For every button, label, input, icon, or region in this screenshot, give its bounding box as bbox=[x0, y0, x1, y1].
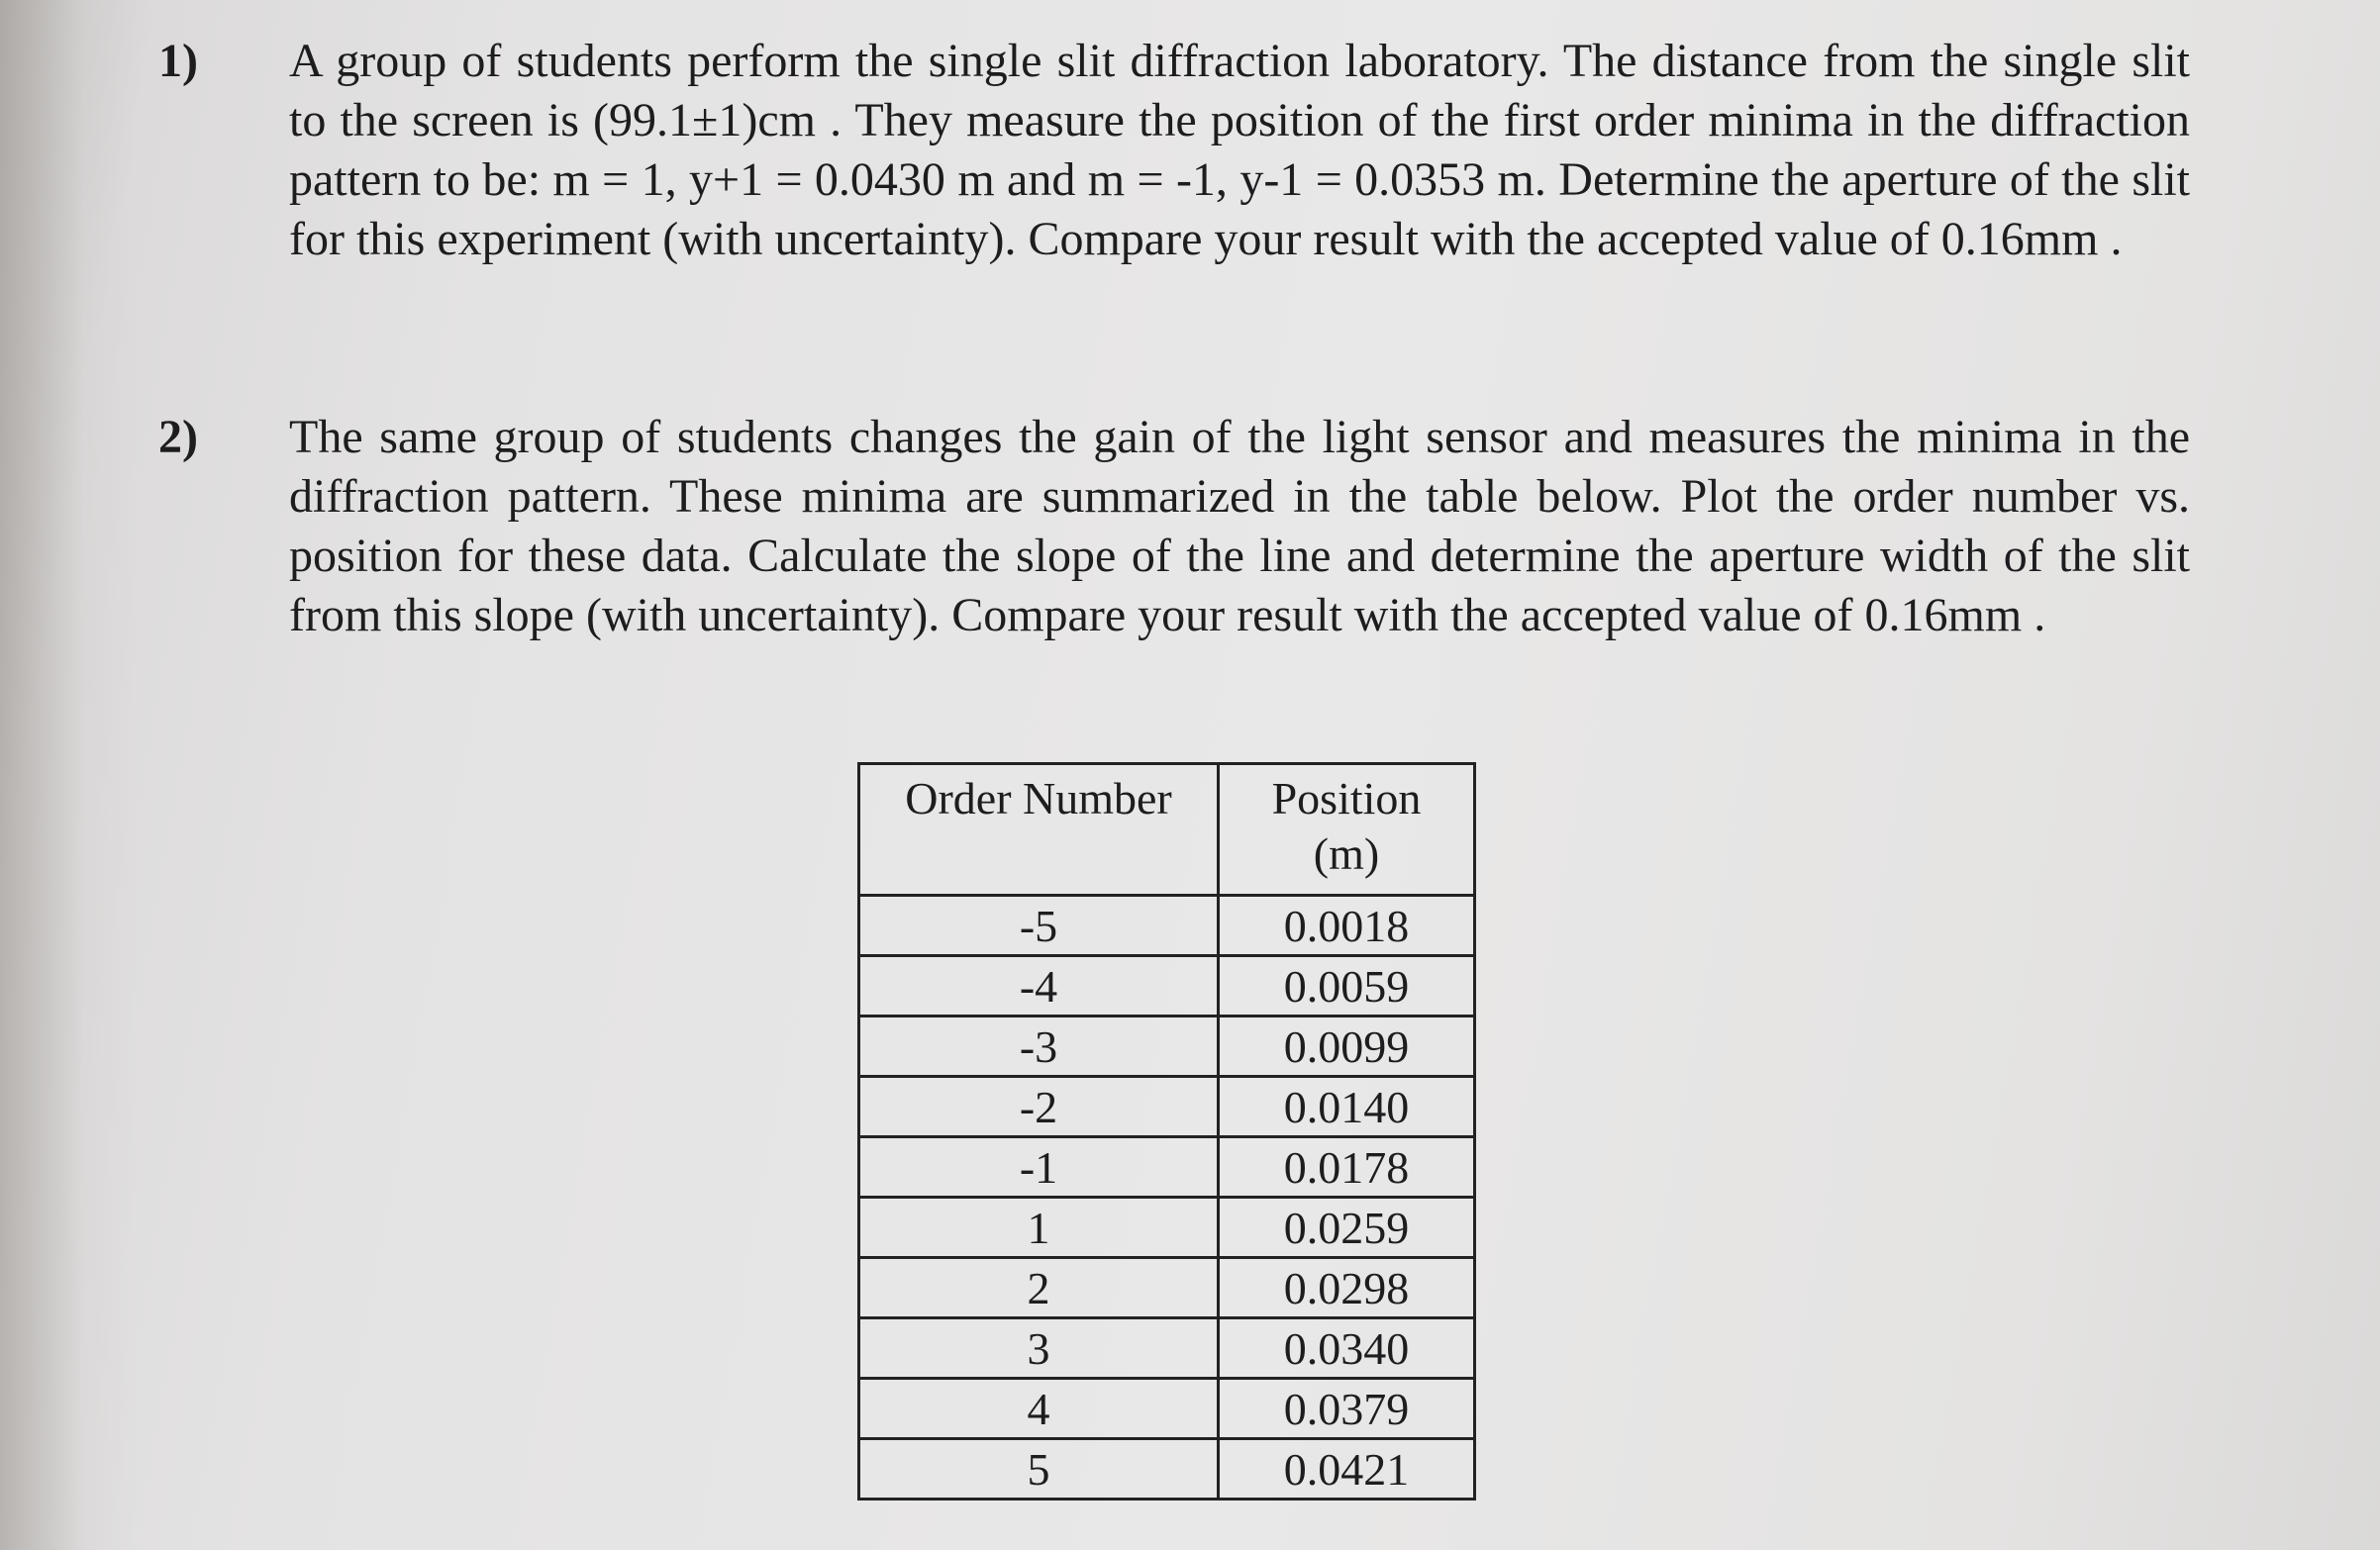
position-cell: 0.0379 bbox=[1219, 1379, 1475, 1439]
position-cell: 0.0259 bbox=[1219, 1198, 1475, 1258]
table-row bbox=[859, 1198, 1475, 1258]
problem-2-text: The same group of students changes the gain of the light sensor and measures the minima in the diffraction pattern. These minima are summarized in the table below. Plot the order number vs. position for these data. Calculate the slope of the line and determine the aperture width of the slit from this slope (with uncertainty). Compare your result with the accepted value of 0.16mm . bbox=[289, 411, 2190, 641]
header-position-unit: (m) bbox=[1313, 828, 1380, 879]
order-cell: -4 bbox=[859, 956, 1219, 1017]
order-cell: 5 bbox=[859, 1439, 1219, 1500]
table-row bbox=[859, 1379, 1475, 1439]
table-row bbox=[859, 1137, 1475, 1198]
table-row bbox=[859, 1439, 1475, 1500]
table-row bbox=[859, 896, 1475, 956]
header-position-label: Position bbox=[1271, 773, 1422, 823]
position-cell: 0.0059 bbox=[1219, 956, 1475, 1017]
header-order-number bbox=[859, 764, 1219, 896]
position-cell: 0.0298 bbox=[1219, 1258, 1475, 1318]
problem-1-text: A group of students perform the single slit diffraction laboratory. The distance from the single slit to the screen is (99.1±1)cm . They measure the position of the first order minima in the diffraction pattern to be: m = 1, y+1 = 0.0430 m and m = -1, y-1 = 0.0353 m. Determine the aperture of the slit for this experiment (with uncertainty). Compare your result with the accepted value of 0.16mm . bbox=[289, 35, 2190, 265]
position-cell: 0.0421 bbox=[1219, 1439, 1475, 1500]
table-row bbox=[859, 1318, 1475, 1379]
problem-2-number: 2) bbox=[158, 411, 198, 463]
table-row bbox=[859, 1077, 1475, 1137]
order-cell: 3 bbox=[859, 1318, 1219, 1379]
order-cell: -3 bbox=[859, 1017, 1219, 1077]
header-position bbox=[1219, 764, 1475, 896]
page-edge-shadow bbox=[0, 0, 139, 1550]
order-cell: 1 bbox=[859, 1198, 1219, 1258]
position-cell: 0.0178 bbox=[1219, 1137, 1475, 1198]
table-row bbox=[859, 956, 1475, 1017]
problem-1-number: 1) bbox=[158, 35, 198, 87]
table-row bbox=[859, 1258, 1475, 1318]
minima-table bbox=[857, 762, 1476, 1501]
position-cell: 0.0018 bbox=[1219, 896, 1475, 956]
header-order-label: Order Number bbox=[905, 773, 1172, 823]
order-cell: -2 bbox=[859, 1077, 1219, 1137]
order-cell: 4 bbox=[859, 1379, 1219, 1439]
position-cell: 0.0140 bbox=[1219, 1077, 1475, 1137]
order-cell: -1 bbox=[859, 1137, 1219, 1198]
order-cell: -5 bbox=[859, 896, 1219, 956]
table-row bbox=[859, 1017, 1475, 1077]
table-header-row bbox=[859, 764, 1475, 896]
position-cell: 0.0099 bbox=[1219, 1017, 1475, 1077]
order-cell: 2 bbox=[859, 1258, 1219, 1318]
position-cell: 0.0340 bbox=[1219, 1318, 1475, 1379]
